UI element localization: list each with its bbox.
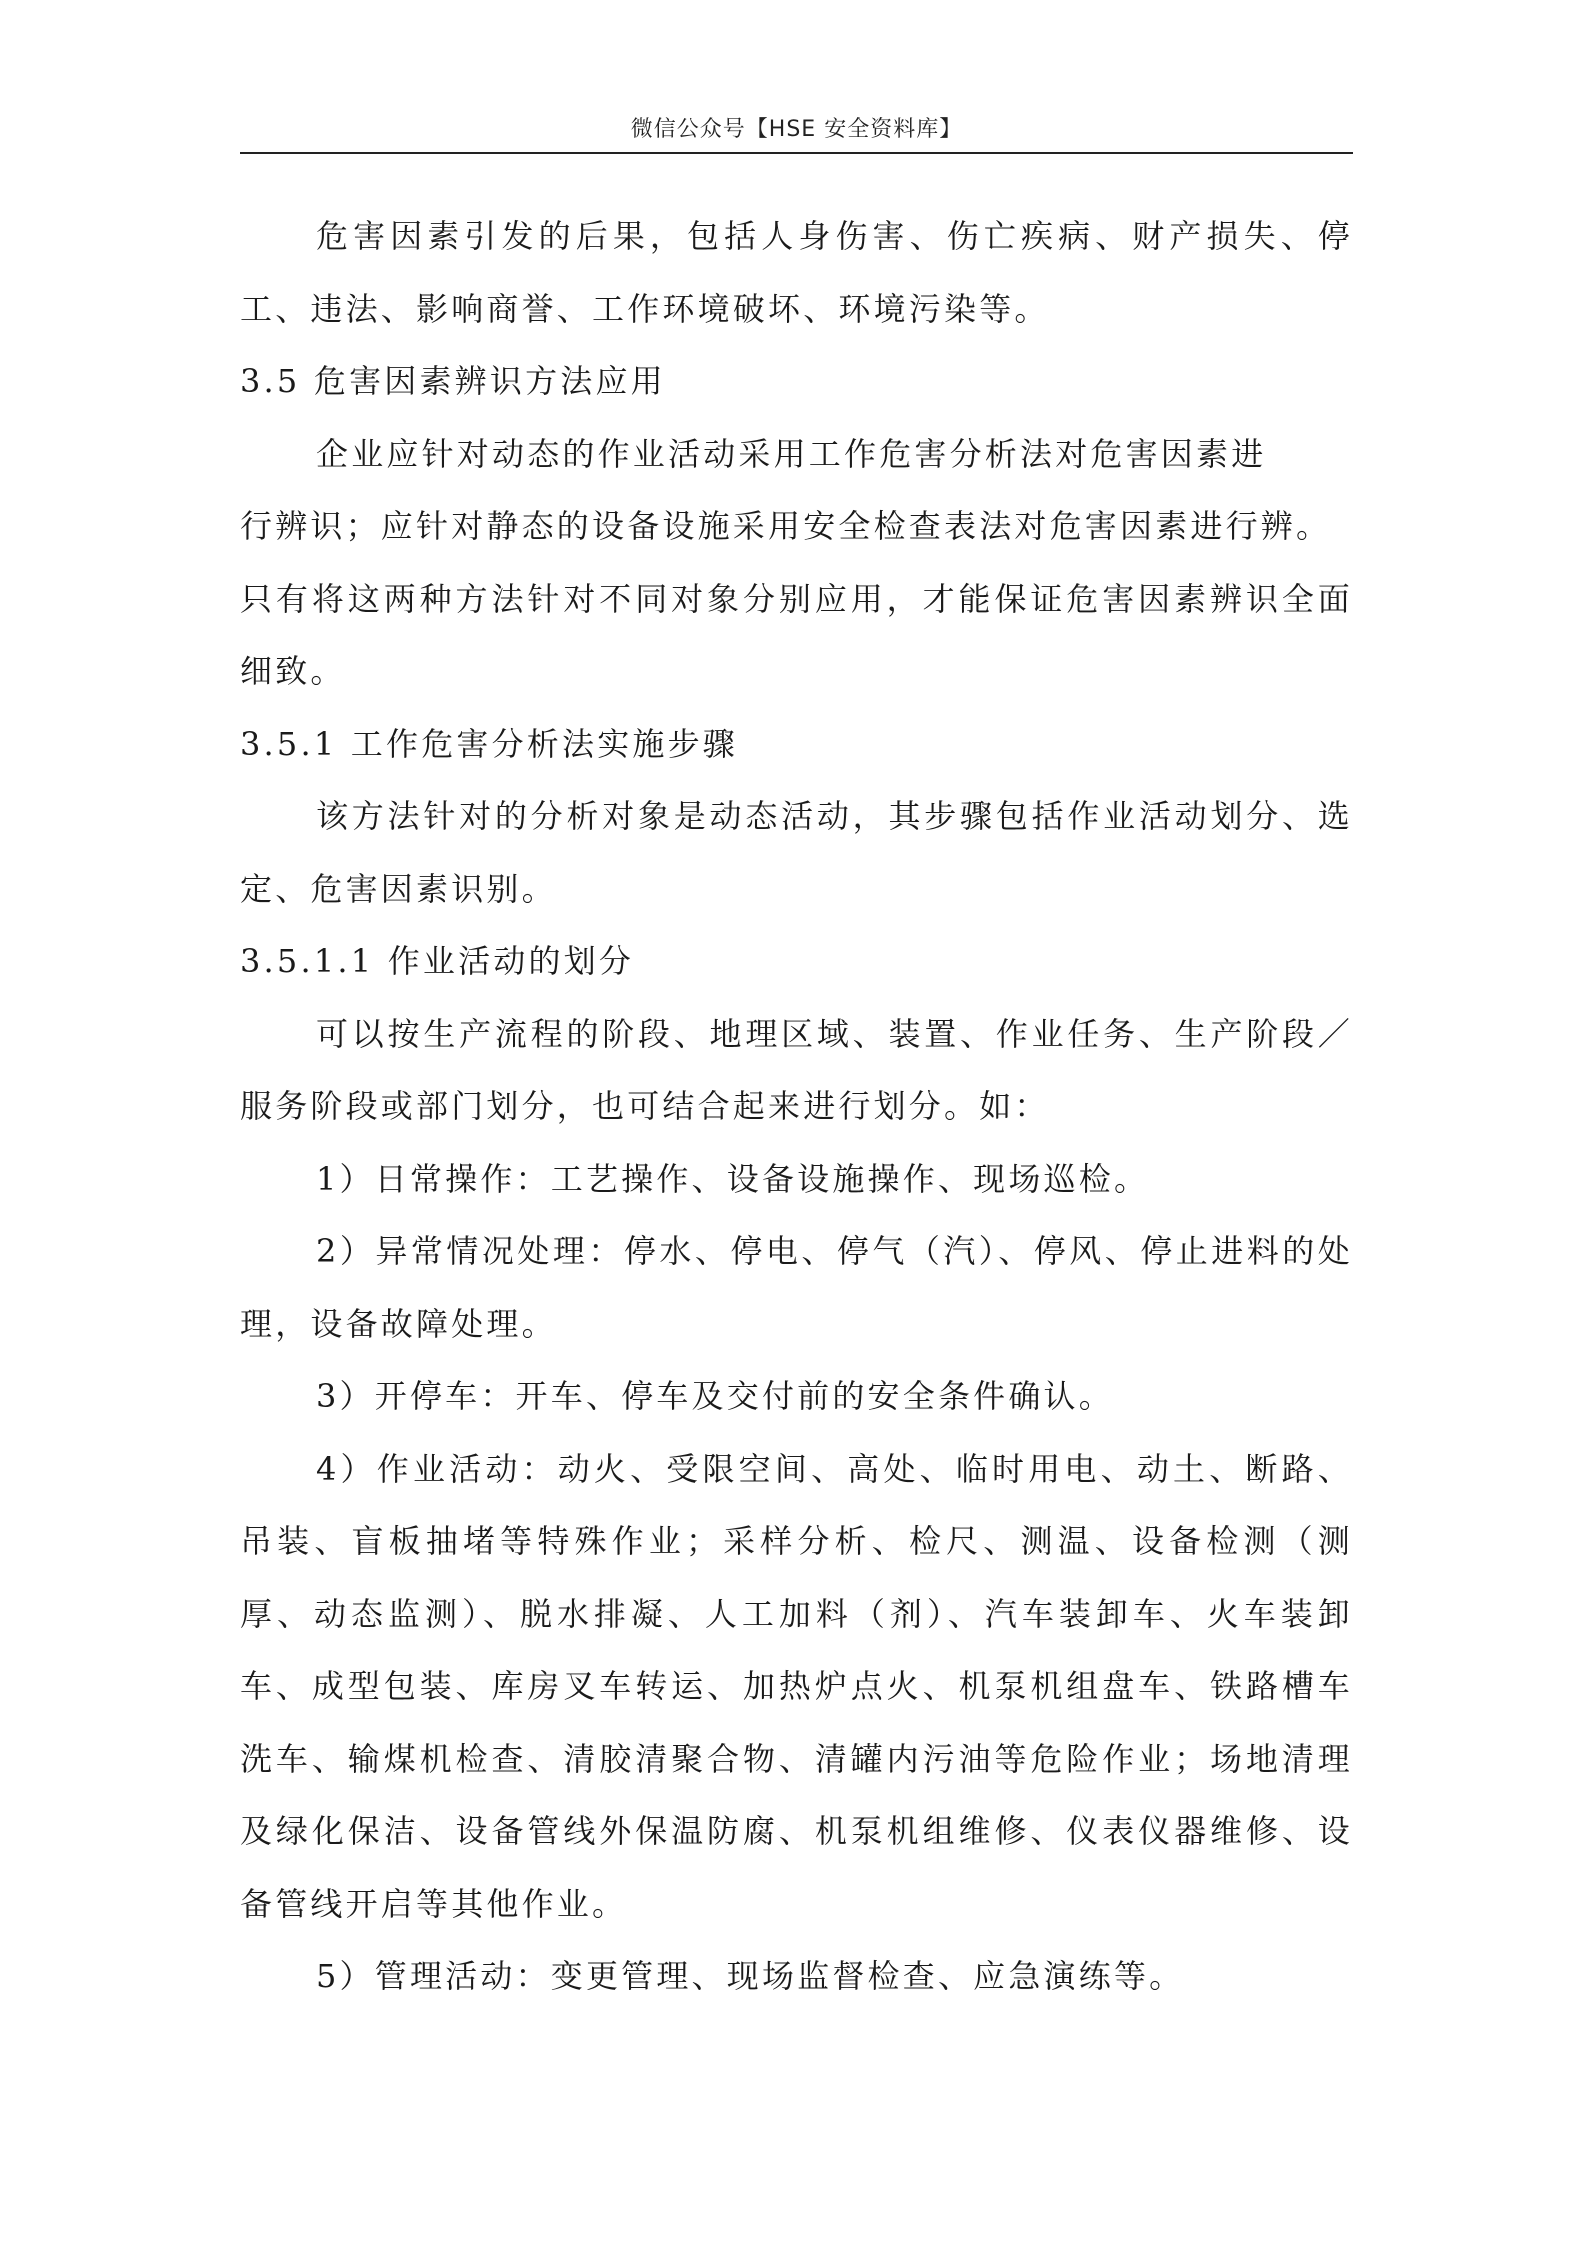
paragraph-3-5-line-2: 行辨识；应针对静态的设备设施采用安全检查表法对危害因素进行辨。: [240, 507, 1332, 545]
paragraph-3-5-line-1: 企业应针对动态的作业活动采用工作危害分析法对危害因素进: [316, 434, 1267, 473]
header-divider: [240, 152, 1353, 154]
section-heading-3-5: 3.5 危害因素辨识方法应用: [240, 362, 666, 400]
paragraph-consequence: 危害因素引发的后果，包括人身伤害、伤亡疾病、财产损失、停工、违法、影响商誉、工作环境破坏、环境污染等。: [240, 217, 1353, 328]
document-body: [240, 200, 1353, 2013]
list-item-5: 5）管理活动：变更管理、现场监督检查、应急演练等。: [316, 1957, 1185, 1995]
section-heading-3-5-1: 3.5.1 工作危害分析法实施步骤: [240, 724, 738, 763]
paragraph-3-5-line-3: 只有将这两种方法针对不同对象分别应用，才能保证危害因素辨识全面细致。: [240, 579, 1353, 690]
list-item-3: 3）开停车：开车、停车及交付前的安全条件确认。: [316, 1377, 1114, 1415]
list-item-1: 1）日常操作：工艺操作、设备设施操作、现场巡检。: [316, 1159, 1150, 1198]
paragraph-3-5-1: 该方法针对的分析对象是动态活动，其步骤包括作业活动划分、选定、危害因素识别。: [240, 797, 1353, 908]
list-item-2: 2）异常情况处理：停水、停电、停气（汽）、停风、停止进料的处理，设备故障处理。: [240, 1232, 1353, 1343]
section-heading-3-5-1-1: 3.5.1.1 作业活动的划分: [240, 942, 635, 980]
list-item-4: 4）作业活动：动火、受限空间、高处、临时用电、动土、断路、吊装、盲板抽堵等特殊作业；采样分析、检尺、测温、设备检测（测厚、动态监测）、脱水排凝、人工加料（剂）、汽车装卸车、火车装卸车、成型包装、库房叉车转运、加热炉点火、机泵机组盘车、铁路槽车洗车、输煤机检查、清胶清聚合物、清罐内污油等危险作业；场地清理及绿化保洁、设备管线外保温防腐、机泵机组维修、仪表仪器维修、设备管线开启等其他作业。: [240, 1449, 1353, 1923]
paragraph-3-5-1-1: 可以按生产流程的阶段、地理区域、装置、作业任务、生产阶段／服务阶段或部门划分，也可结合起来进行划分。如：: [240, 1014, 1353, 1125]
page-header: 微信公众号【HSE 安全资料库】: [630, 117, 963, 142]
